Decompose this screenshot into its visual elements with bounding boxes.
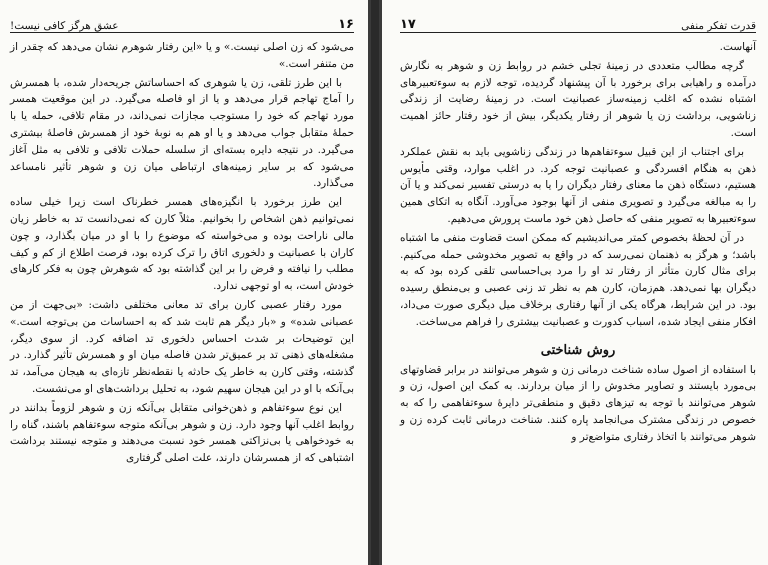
paragraph: مورد رفتار عصبی کارن برای تد معانی مختلفی داشت: «بی‌جهت از من عصبانی شده» و «بار دیگر هم ثابت شد که به احساسات من بی‌توجه است.» این توضیحات بر شدت احساس دلخوری تد اضافه کرد. از سوی دیگر، مشغله‌های ذهنی تد بر عمیق‌تر شدن فاصله میان او و همسرش تأثیر گذارد. در گذشته، وقتی کارن به خاطر یک حادثه یا نقطه‌نظر تازه‌ای به هیجان می‌آمد، تد بی‌آنکه با او در این هیجان سهیم شود، به تحلیل برداشت‌های او می‌نشست. [10,298,354,395]
book-gutter [368,0,382,565]
paragraph: گرچه مطالب متعددی در زمینهٔ تجلی خشم در روابط زن و شوهر به نگارش درآمده و راهیابی برای برخورد با آن پیشنهاد گردیده، توجه لازم به سوء‌تعبیرهای اشتباه نشده که اغلب زمینه‌ساز عصبانیت است. در زمینهٔ رضایت از زندگی زناشویی، برداشت زن یا شوهر از رفتار یکدیگر، بیش از خود رفتار حائز اهمیت است. [400,59,756,139]
page-number: ۱۷ [400,17,416,32]
section-heading: روش شناختی [540,342,616,358]
paragraph: آنهاست. [719,41,756,53]
paragraph: در آن لحظهٔ بخصوص کمتر می‌اندیشیم که ممکن است قضاوت منفی ما اشتباه باشد؛ و هرگز به ذهنمان نمی‌رسد که در واقع به تصویر مخدوشی حمله می‌کنیم. برای مثال کارن متأثر از رفتار تد او را مرد بی‌احساسی تلقی کرده بود که به دیگران بها نمی‌دهد. هم‌زمان، کارن هم به نظر تد زنی عصبی و بی‌منطق رسیده بود. در این شرایط، هرگاه یکی از آنها رفتاری برخلاف میل دیگری صورت می‌داد، افکار منفی ایجاد شده، اسباب کدورت و عصبانیت بیشتری را فراهم می‌ساخت. [400,231,756,328]
running-title: عشق هرگز کافی نیست! [10,20,119,32]
paragraph: این نوع سوء‌تفاهم و ذهن‌خوانی متقابل بی‌آنکه زن و شوهر لزوماً بدانند در روابط اغلب آنها وجود دارد. زن و شوهر بی‌آنکه متوجه سوء‌تفاهم باشند، گناه را به خودخواهی یا بی‌نزاکتی همسر خود نسبت می‌دهند و متوجه نیستند برداشت اشتباهی که از همسرشان دارند، علت اصلی گرفتاری [10,401,354,465]
left-page [0,0,368,565]
right-page-body [400,39,756,331]
right-page [382,0,768,565]
page-number: ۱۶ [338,17,354,32]
running-title: قدرت تفکر منفی [681,20,756,32]
section-body [400,362,756,446]
paragraph: با این طرز تلقی، زن یا شوهری که احساساتش جریحه‌دار شده، با همسرش را آماج تهاجم قرار می‌دهد و یا از او فاصله می‌گیرد. در این موقعیت همسر مورد تهاجم که خود را مستوجب مجازات نمی‌داند، در مقام تلافی، حمله یا با حملهٔ متقابل جواب می‌دهد و یا او هم به نوبهٔ خود از همسرش فاصلهٔ بیشتری می‌گیرد. در نتیجه دایره بسته‌ای از سلسله حملات تلافی و تلافی به مثل آغاز می‌شود که بر سایر زمینه‌های ارتباطی میان زن و شوهر تأثیر نامساعد می‌گذارد. [10,76,354,190]
left-page-body [10,39,354,467]
paragraph: می‌شود که زن اصلی نیست.» و یا «این رفتار شوهرم نشان می‌دهد که چقدر از من متنفر است.» [10,41,354,70]
paragraph: با استفاده از اصول ساده شناخت درمانی زن و شوهر می‌توانند در برابر قضاوتهای بی‌مورد بایستند و تصاویر مخدوش را از میان بردارند. به کمک این اصول، زن و شوهر می‌توانند با توجه به تیزهای دقیق و منطقی‌تر دایرهٔ سوء‌تفاهمی را که به خصوص در زندگی مشترک می‌انجامد پاره کنند. شناخت درمانی ثابت کرده زن و شوهر می‌توانند با اتخاذ رفتاری متواضع‌تر و [400,363,756,443]
right-page-header [400,6,756,33]
paragraph: برای اجتناب از این قبیل سوء‌تفاهم‌ها در زندگی زناشویی باید به نقش عملکرد ذهن به هنگام افسردگی و عصبانیت توجه کرد. در اغلب موارد، وقتی مأیوس هستیم، دستگاه ذهن ما معنای رفتار دیگران را یا به درستی تفسیر نمی‌کند و یا آن را به مبالغه می‌گیرد و تصویری منفی از آنها بوجود می‌آورد. آنگاه به اتکای همین سوء‌تعبیرها به تصویر منفی که حاصل ذهن خود ماست پرورش می‌دهیم. [400,145,756,225]
left-page-header [10,6,354,33]
paragraph: این طرز برخورد با انگیزه‌های همسر خطرناک است زیرا خیلی ساده نمی‌توانیم ذهن اشخاص را بخوانیم. مثلاً کارن که نمی‌دانست تد به خاطر زیان مالی ناراحت بوده و می‌خواسته که موضوع را با او در میان بگذارد، و چون کاران با عصبانیت و دلخوری اتاق را ترک کرده بود، فرصت اطلاع از کم و کیف مطلب را نیافته و فرض را بر این گذاشته بود که شوهرش چون به فکر کارهای خودش است، به او توجهی ندارد. [10,196,354,293]
